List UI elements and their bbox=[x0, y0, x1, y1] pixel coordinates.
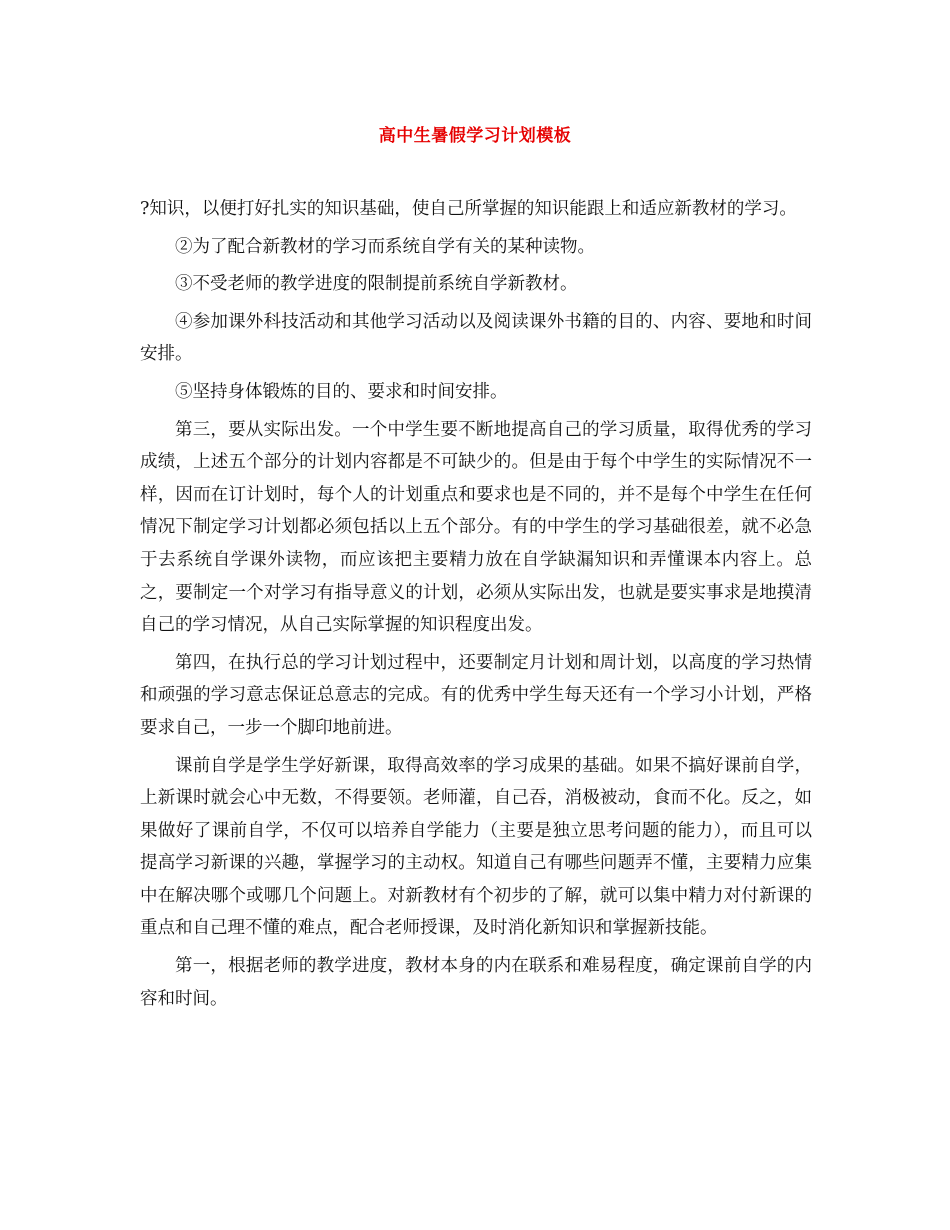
paragraph-list-item-3: ③不受老师的教学进度的限制提前系统自学新教材。 bbox=[175, 274, 578, 295]
document-body bbox=[140, 193, 812, 1020]
document-title: 高中生暑假学习计划模板 bbox=[378, 126, 572, 146]
paragraph-third-point: 第三，要从实际出发。一个中学生要不断地提高自己的学习质量，取得优秀的学习成绩，上述五个部分的计划内容都是不可缺少的。但是由于每个中学生的实际情况不一样，因而在订计划时，每个人的计划重点和要求也是不同的，并不是每个中学生在任何情况下制定学习计划都必须包括以上五个部分。有的中学生的学习基础很差，就不必急于去系统自学课外读物，而应该把主要精力放在自学缺漏知识和弄懂课本内容上。总之，要制定一个对学习有指导意义的计划，必须从实际出发，也就是要实事求是地摸清自己的学习情况，从自己实际掌握的知识程度出发。 bbox=[140, 419, 812, 636]
paragraph-pre-class-study: 课前自学是学生学好新课，取得高效率的学习成果的基础。如果不搞好课前自学，上新课时就会心中无数，不得要领。老师灌，自己吞，消极被动，食而不化。反之，如果做好了课前自学，不仅可以培养自学能力（主要是独立思考问题的能力），而且可以提高学习新课的兴趣，掌握学习的主动权。知道自己有哪些问题弄不懂，主要精力应集中在解决哪个或哪几个问题上。对新教材有个初步的了解，就可以集中精力对付新课的重点和自己理不懂的难点，配合老师授课，及时消化新知识和掌握新技能。 bbox=[140, 755, 812, 939]
paragraph-list-item-2: ②为了配合新教材的学习而系统自学有关的某种读物。 bbox=[175, 236, 595, 257]
paragraph-list-item-4: ④参加课外科技活动和其他学习活动以及阅读课外书籍的目的、内容、要地和时间安排。 bbox=[140, 311, 812, 365]
paragraph-fourth-point: 第四，在执行总的学习计划过程中，还要制定月计划和周计划，以高度的学习热情和顽强的学习意志保证总意志的完成。有的优秀中学生每天还有一个学习小计划，严格要求自己，一步一个脚印地前进。 bbox=[140, 652, 812, 738]
paragraph-list-item-5: ⑤坚持身体锻炼的目的、要求和时间安排。 bbox=[175, 381, 508, 402]
paragraph-continuation: ?知识，以便打好扎实的知识基础，使自己所掌握的知识能跟上和适应新教材的学习。 bbox=[140, 199, 797, 219]
paragraph-first-point: 第一，根据老师的教学进度，教材本身的内在联系和难易程度，确定课前自学的内容和时间。 bbox=[140, 956, 812, 1009]
